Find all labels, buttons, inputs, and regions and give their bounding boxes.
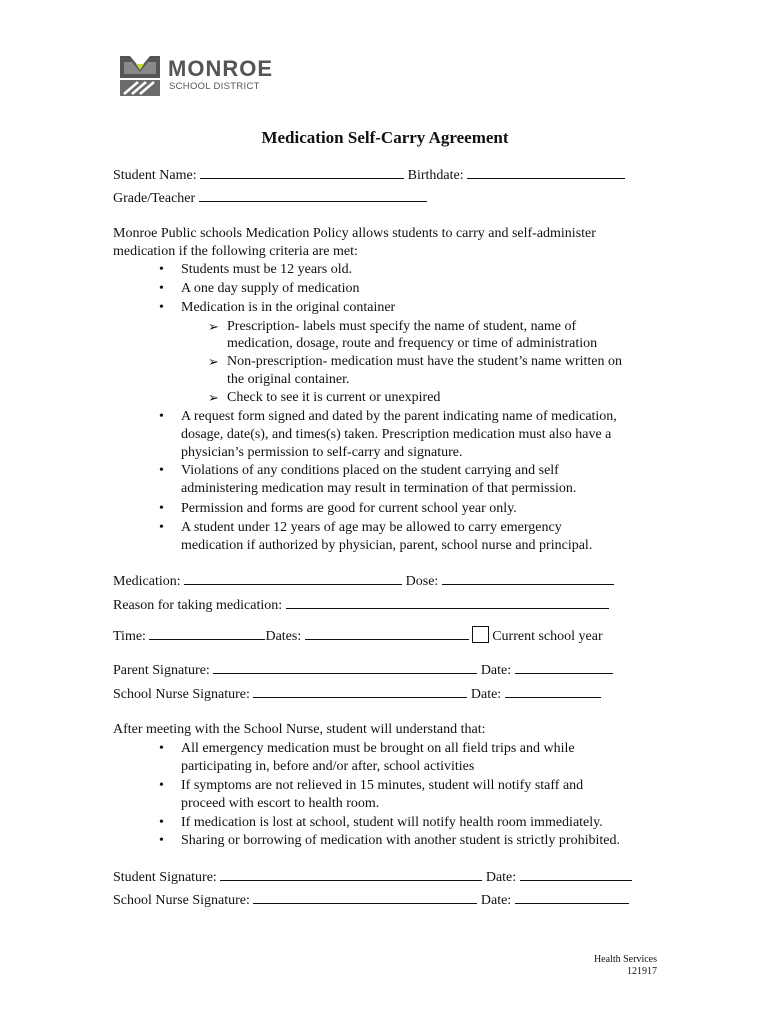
grade-teacher-label: Grade/Teacher: [113, 191, 196, 206]
parent-sig-row: [113, 661, 613, 680]
nurse-sig-row-2: [113, 891, 629, 910]
student-name-input[interactable]: [200, 166, 404, 179]
after-item-cont: participating in, before and/or after, school activities: [181, 759, 475, 774]
footer: [594, 954, 657, 978]
logo-line1: MONROE: [168, 56, 273, 81]
sub-criteria-item-cont: the original container.: [227, 372, 350, 387]
after-intro: After meeting with the School Nurse, student will understand that:: [113, 722, 486, 737]
parent-date-label: Date:: [480, 663, 512, 678]
after-item: If medication is lost at school, student will notify health room immediately.: [181, 815, 603, 830]
bullet-icon: •: [159, 409, 164, 424]
student-name-label: Student Name:: [113, 168, 197, 183]
student-name-row: [113, 166, 625, 185]
nurse-date-input-2[interactable]: [515, 891, 629, 904]
bullet-icon: •: [159, 501, 164, 516]
bullet-icon: •: [159, 463, 164, 478]
sub-criteria-item: Non-prescription- medication must have the student’s name written on: [227, 354, 623, 369]
grade-teacher-input[interactable]: [199, 189, 427, 202]
arrow-bullet-icon: ➢: [208, 319, 219, 334]
district-logo: [118, 50, 278, 100]
nurse-date-label-2: Date:: [480, 893, 512, 908]
time-label: Time:: [113, 629, 146, 644]
birthdate-input[interactable]: [467, 166, 625, 179]
student-signature-label: Student Signature:: [113, 870, 217, 885]
criteria-item: A one day supply of medication: [181, 281, 360, 296]
criteria-item-cont: physician’s permission to self-carry and signature.: [181, 445, 463, 460]
current-year-checkbox[interactable]: [472, 626, 489, 643]
reason-input[interactable]: [286, 596, 609, 609]
nurse-signature-label: School Nurse Signature:: [113, 687, 250, 702]
parent-signature-input[interactable]: [213, 661, 477, 674]
student-sig-row: [113, 868, 632, 887]
nurse-sig-row-1: [113, 685, 601, 704]
criteria-item-cont: medication if authorized by physician, parent, school nurse and principal.: [181, 538, 593, 553]
sub-criteria-item: Check to see it is current or unexpired: [227, 390, 441, 405]
reason-row: [113, 596, 609, 615]
after-item: If symptoms are not relieved in 15 minutes, student will notify staff and: [181, 778, 584, 793]
criteria-item: Permission and forms are good for current school year only.: [181, 501, 517, 516]
intro-line-2: medication if the following criteria are met:: [113, 244, 358, 259]
bullet-icon: •: [159, 778, 164, 793]
birthdate-label: Birthdate:: [407, 168, 464, 183]
bullet-icon: •: [159, 300, 164, 315]
bullet-icon: •: [159, 281, 164, 296]
medication-row: [113, 572, 614, 591]
time-row: [113, 626, 603, 646]
sub-criteria-item-cont: medication, dosage, route and frequency or time of administration: [227, 336, 598, 351]
nurse-date-input[interactable]: [505, 685, 601, 698]
bullet-icon: •: [159, 741, 164, 756]
nurse-signature-label-2: School Nurse Signature:: [113, 893, 250, 908]
bullet-icon: •: [159, 833, 164, 848]
footer-code: 121917: [627, 966, 657, 977]
criteria-item-cont: dosage, date(s), and times(s) taken. Prescription medication must also have a: [181, 427, 612, 442]
medication-input[interactable]: [184, 572, 402, 585]
nurse-signature-input[interactable]: [253, 685, 467, 698]
criteria-item: Violations of any conditions placed on the student carrying and self: [181, 463, 559, 478]
grade-teacher-row: [113, 189, 427, 208]
monroe-logo-icon: [118, 50, 162, 98]
time-input[interactable]: [149, 627, 265, 640]
criteria-item-cont: administering medication may result in termination of that permission.: [181, 481, 577, 496]
footer-dept: Health Services: [593, 954, 657, 965]
sub-criteria-item: Prescription- labels must specify the name of student, name of: [227, 319, 577, 334]
arrow-bullet-icon: ➢: [208, 354, 219, 369]
dates-input[interactable]: [305, 627, 469, 640]
after-item-cont: proceed with escort to health room.: [181, 796, 380, 811]
logo-line2: SCHOOL DISTRICT: [169, 81, 260, 92]
current-year-label: Current school year: [492, 629, 603, 644]
intro-line-1: Monroe Public schools Medication Policy allows students to carry and self-administer: [113, 226, 596, 241]
after-item: Sharing or borrowing of medication with another student is strictly prohibited.: [181, 833, 620, 848]
reason-label: Reason for taking medication:: [113, 598, 283, 613]
dose-input[interactable]: [442, 572, 614, 585]
parent-signature-label: Parent Signature:: [113, 663, 210, 678]
page-title: Medication Self-Carry Agreement: [261, 128, 509, 147]
arrow-bullet-icon: ➢: [208, 390, 219, 405]
dates-label: Dates:: [265, 629, 302, 644]
student-signature-input[interactable]: [220, 868, 482, 881]
after-item: All emergency medication must be brought on all field trips and while: [181, 741, 575, 756]
medication-label: Medication:: [113, 574, 181, 589]
bullet-icon: •: [159, 262, 164, 277]
criteria-item: Medication is in the original container: [181, 300, 396, 315]
criteria-item: Students must be 12 years old.: [181, 262, 353, 277]
student-date-label: Date:: [485, 870, 517, 885]
bullet-icon: •: [159, 815, 164, 830]
bullet-icon: •: [159, 520, 164, 535]
criteria-item: A request form signed and dated by the parent indicating name of medication,: [181, 409, 617, 424]
nurse-signature-input-2[interactable]: [253, 891, 477, 904]
criteria-item: A student under 12 years of age may be allowed to carry emergency: [181, 520, 562, 535]
nurse-date-label: Date:: [470, 687, 502, 702]
dose-label: Dose:: [405, 574, 439, 589]
parent-date-input[interactable]: [515, 661, 613, 674]
student-date-input[interactable]: [520, 868, 632, 881]
